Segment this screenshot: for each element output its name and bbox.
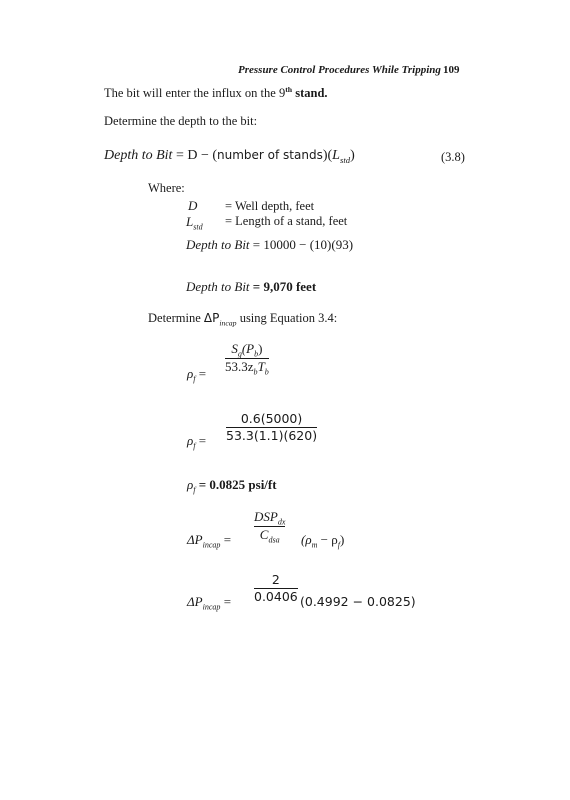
dp1-num-main: DSP xyxy=(254,509,278,524)
body-line-influx-stand: stand. xyxy=(292,86,328,100)
rho1-fraction xyxy=(225,342,269,375)
dp1-numerator xyxy=(254,510,285,525)
rho1-den-a: 53.3z xyxy=(225,358,254,374)
dp2-symbol-sub: incap xyxy=(202,602,221,612)
calc1-lhs: Depth to Bit xyxy=(186,237,250,252)
dp2-fraction xyxy=(254,573,298,605)
rho1-num-end: ) xyxy=(258,341,263,356)
running-header-title: Pressure Control Procedures While Tripping xyxy=(238,64,441,76)
eq-3-8-rhs-end: ) xyxy=(350,148,355,163)
rho2-eq: = xyxy=(198,433,207,448)
rho1-symbol-sub: f xyxy=(193,374,196,384)
rho3-symbol: ρ xyxy=(187,477,194,492)
dp1-lhs xyxy=(187,532,231,548)
where-l-symbol-main: L xyxy=(186,214,194,229)
rho1-den-t: T xyxy=(257,358,265,374)
where-l-symbol xyxy=(186,214,203,230)
dp1-tail-sub-m: m xyxy=(311,540,318,550)
determine-delta-p-pre: Determine xyxy=(148,311,204,325)
calc-depth-to-bit-2 xyxy=(186,279,316,295)
rho3-symbol-sub: f xyxy=(193,485,196,495)
equation-3-8 xyxy=(104,148,355,164)
calc2-rhs: = 9,070 feet xyxy=(249,279,317,294)
eq-3-8-lhs: Depth to Bit xyxy=(104,148,173,163)
dp1-den-main: C xyxy=(259,526,269,542)
where-d-symbol: D xyxy=(188,198,198,213)
dp1-eq: = xyxy=(223,532,232,547)
dp2-eq: = xyxy=(223,594,232,609)
rho1-den-sub1: b xyxy=(253,367,258,377)
dp1-fraction-bar xyxy=(254,526,285,527)
rho1-den-sub2: b xyxy=(264,367,269,377)
dp1-symbol: ΔP xyxy=(187,532,203,547)
where-label: Where: xyxy=(148,181,185,195)
rho2-denominator: 53.3(1.1)(620) xyxy=(226,428,318,444)
ordinal-suffix: th xyxy=(285,84,293,94)
determine-delta-p-line xyxy=(148,311,337,326)
rho1-num-s-sub: g xyxy=(237,349,242,359)
dp1-symbol-sub: incap xyxy=(202,540,221,550)
dp2-symbol: ΔP xyxy=(187,594,203,609)
rho2-lhs xyxy=(187,433,206,449)
determine-delta-p-sub: incap xyxy=(219,318,237,328)
rho1-eq: = xyxy=(198,366,207,381)
calc1-rhs: = 10000 − (10)(93) xyxy=(249,237,354,252)
eq-3-8-L: L xyxy=(332,148,340,163)
rho3-result xyxy=(187,477,277,493)
dp2-denominator: 0.0406 xyxy=(254,589,298,605)
rho1-num-s: S xyxy=(231,341,238,356)
rho1-symbol: ρ xyxy=(187,366,194,381)
dp1-tail-c: ) xyxy=(339,532,345,547)
dp1-fraction xyxy=(254,510,285,543)
rho3-rhs: = 0.0825 psi/ft xyxy=(195,477,277,492)
determine-delta-p-post: using Equation 3.4: xyxy=(236,311,338,325)
dp1-tail-sub-f: f xyxy=(337,540,340,550)
dp1-tail-b: − ρ xyxy=(317,532,338,547)
eq-3-8-rhs-c: )( xyxy=(322,148,333,163)
determine-delta-p-symbol: ΔP xyxy=(203,311,220,325)
body-line-influx xyxy=(104,86,328,101)
rho1-num-p: (P xyxy=(241,341,255,356)
rho2-numerator: 0.6(5000) xyxy=(240,411,303,426)
rho2-symbol-sub: f xyxy=(193,441,196,451)
body-line-influx-text: The bit will enter the influx on the 9 xyxy=(104,86,286,100)
dp1-num-sub: dx xyxy=(277,517,286,527)
dp1-tail-a: (ρ xyxy=(301,532,312,547)
eq-3-8-rhs-a: = D − ( xyxy=(172,148,218,163)
rho1-numerator xyxy=(231,342,262,357)
calc2-lhs: Depth to Bit xyxy=(186,279,250,294)
dp2-tail: (0.4992 − 0.0825) xyxy=(300,594,416,609)
rho2-symbol: ρ xyxy=(187,433,194,448)
dp1-tail xyxy=(301,532,344,548)
dp1-denominator xyxy=(260,528,280,543)
rho1-lhs xyxy=(187,366,206,382)
eq-3-8-L-sub: std xyxy=(339,154,351,165)
dp1-den-sub: dsa xyxy=(268,535,280,545)
body-line-determine-depth: Determine the depth to the bit: xyxy=(104,114,258,128)
where-l-symbol-sub: std xyxy=(193,222,203,232)
where-d-definition: = Well depth, feet xyxy=(225,199,315,213)
rho2-fraction xyxy=(226,412,317,444)
page-number: 109 xyxy=(443,64,460,76)
calc-depth-to-bit-1 xyxy=(186,237,353,253)
where-l-definition: = Length of a stand, feet xyxy=(225,214,348,228)
equation-number-3-8: (3.8) xyxy=(441,150,465,164)
rho1-num-p-sub: b xyxy=(254,349,259,359)
dp2-numerator: 2 xyxy=(271,572,280,587)
dp2-lhs xyxy=(187,594,231,610)
eq-3-8-number-of-stands: number of stands xyxy=(217,148,323,162)
rho1-denominator xyxy=(225,360,269,375)
